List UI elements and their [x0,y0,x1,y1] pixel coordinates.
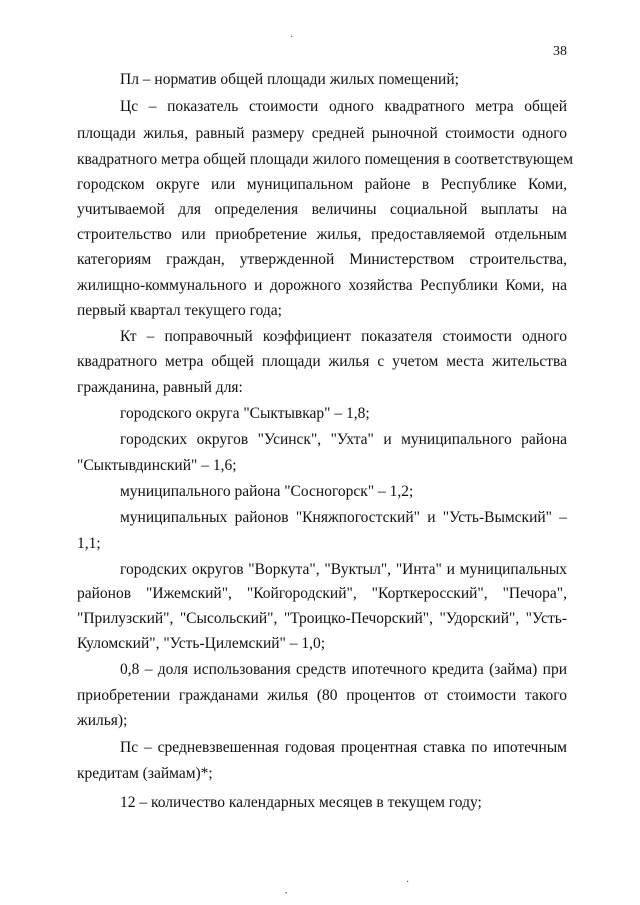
text-line: площади жилья, равный размеру средней рыночной стоимости одного [77,125,567,142]
text-line: городском округе или муниципальном районе в Республике Коми, [77,176,567,193]
text-line: Пл – норматив общей площади жилых помещений; [120,71,459,88]
text-line: 1,1; [77,535,101,552]
text-line: городских округов "Воркута", "Вуктыл", "Инта" и муниципальных [120,561,567,578]
text-line: 0,8 – доля использования средств ипотечного кредита (займа) при [120,661,567,678]
text-line: муниципального района "Сосногорск" – 1,2; [120,483,414,500]
text-line: городского округа "Сыктывкар" – 1,8; [120,405,370,422]
text-line: кредитам (займам)*; [77,765,213,782]
scan-speck: · [284,885,289,900]
text-line: городских округов "Усинск", "Ухта" и муниципального района [120,431,567,448]
text-line: районов "Ижемский", "Койгородский", "Корткеросский", "Печора", [77,585,567,602]
text-line: "Сыктывдинский" – 1,6; [77,457,237,474]
text-line: жилищно-коммунального и дорожного хозяйства Республики Коми, на [77,277,567,294]
scan-speck: · [406,877,410,888]
text-line: Куломский", "Усть-Цилемский" – 1,0; [77,635,326,652]
text-line: муниципальных районов "Княжпогостский" и "Усть-Вымский" – [120,509,567,526]
text-line: первый квартал текущего года; [77,302,282,319]
text-line: Пс – средневзвешенная годовая процентная ставка по ипотечным [120,739,567,756]
page-number: 38 [553,44,567,59]
text-line: 12 – количество календарных месяцев в текущем году; [120,794,482,811]
text-line: гражданина, равный для: [77,379,243,396]
text-line: приобретении гражданами жилья (80 процентов от стоимости такого [77,687,567,704]
text-line: строительство или приобретение жилья, предоставляемой отдельным [77,226,567,243]
text-line: квадратного метра общей площади жилья с учетом места жительства [77,353,567,370]
text-line: "Прилузский", "Сысольский", "Троицко-Печорский", "Удорский", "Усть- [77,610,567,627]
text-line: квадратного метра общей площади жилого помещения в соответствующем [77,151,574,168]
text-line: жилья); [77,712,128,729]
text-line: категориям граждан, утвержденной Министерством строительства, [77,251,567,268]
scan-speck: · [290,32,294,43]
text-line: Кт – поправочный коэффициент показателя стоимости одного [120,328,567,345]
text-line: учитываемой для определения величины социальной выплаты на [77,201,567,218]
text-line: Цс – показатель стоимости одного квадратного метра общей [120,98,567,115]
